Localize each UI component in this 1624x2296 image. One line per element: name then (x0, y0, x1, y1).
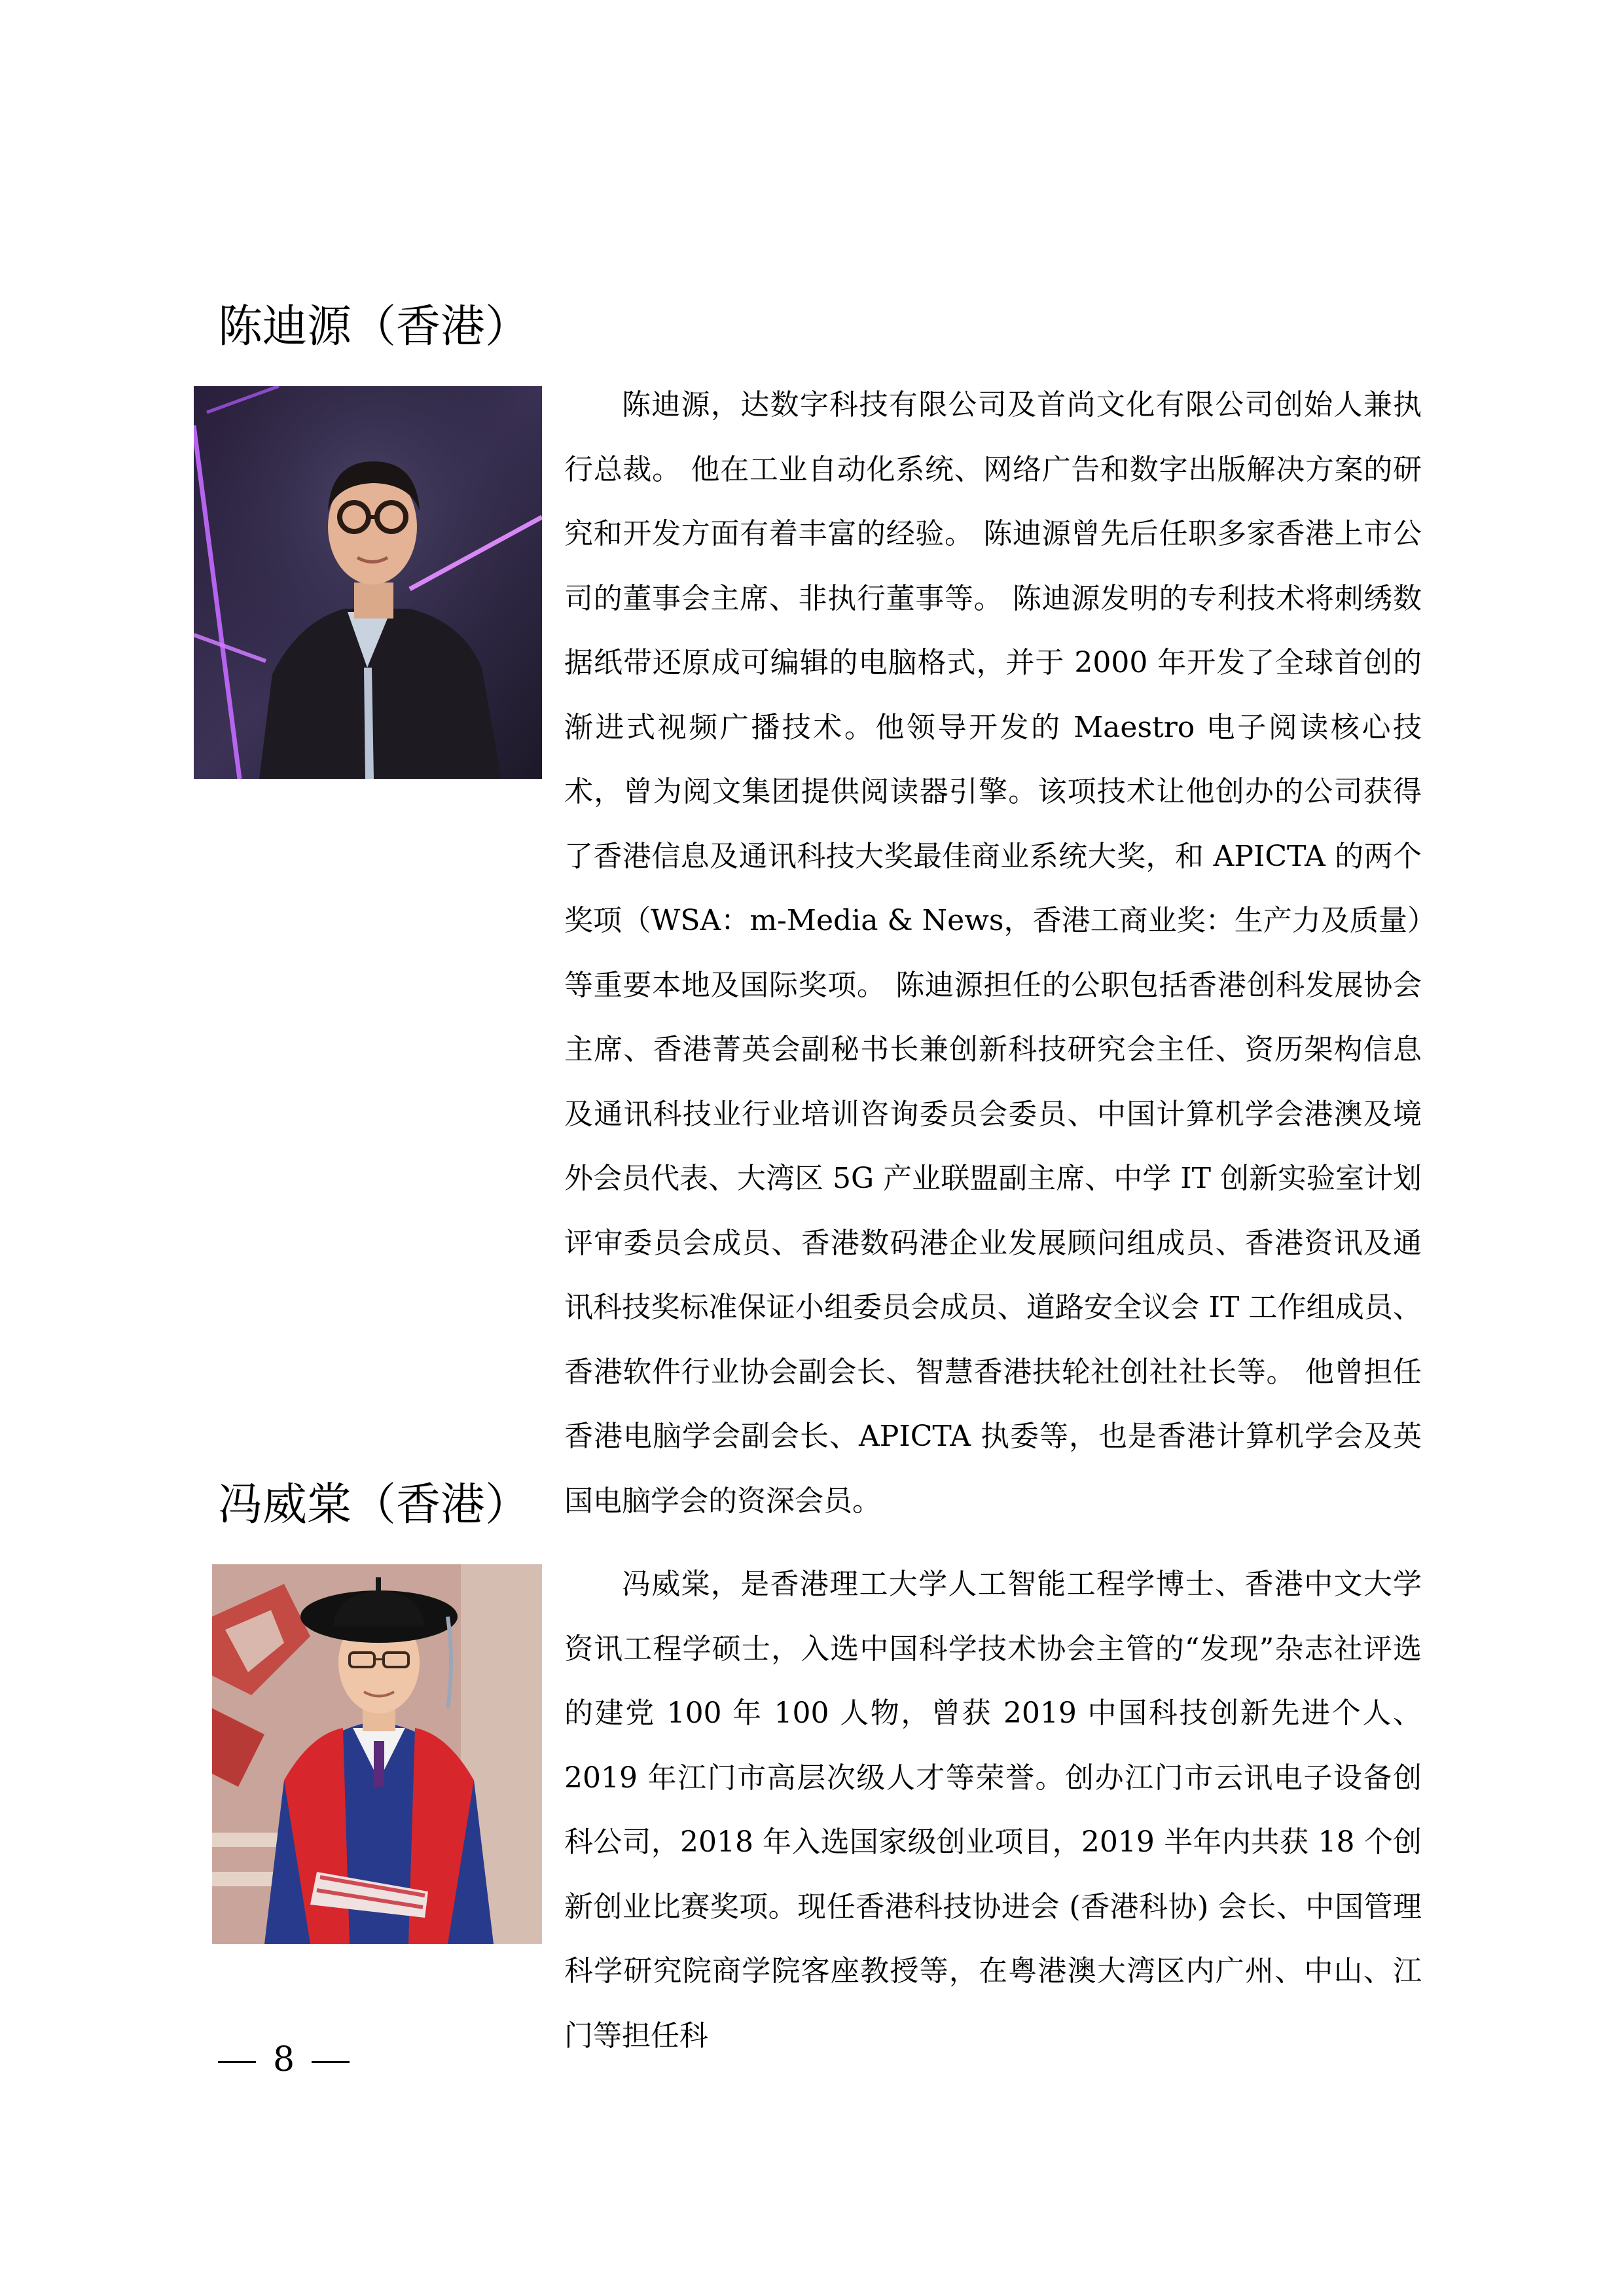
page-number-left-dash (218, 2061, 256, 2063)
profile-2-bio: 冯威棠，是香港理工大学人工智能工程学博士、香港中文大学资讯工程学硕士，入选中国科学技术协会主管的“发现”杂志社评选的建党 100 年 100 人物，曾获 2019 中国科技创新先进个人、2019 年江门市高层次级人才等荣誉。创办江门市云讯电子设备创科公司，2018 年入选国家级创业项目，2019 半年内共获 18 个创新创业比赛奖项。现任香港科技协进会 (香港科协) 会长、中国管理科学研究院商学院客座教授等，在粤港澳大湾区内广州、中山、江门等担任科 (564, 1568, 1422, 2053)
profile-2-heading: 冯威棠（香港） (218, 1479, 530, 1531)
profile-2-photo (212, 1564, 542, 1944)
page-number-value: 8 (273, 2040, 295, 2079)
page-number-right-dash (312, 2061, 350, 2063)
profile-1-heading: 陈迪源（香港） (218, 301, 530, 353)
profile-1-bio: 陈迪源，达数字科技有限公司及首尚文化有限公司创始人兼执行总裁。 他在工业自动化系统、网络广告和数字出版解决方案的研究和开发方面有着丰富的经验。 陈迪源曾先后任职多家香港上市公司的董事会主席、非执行董事等。 陈迪源发明的专利技术将刺绣数据纸带还原成可编辑的电脑格式，并于 2000 年开发了全球首创的渐进式视频广播技术。他领导开发的 Maestro 电子阅读核心技术，曾为阅文集团提供阅读器引擎。该项技术让他创办的公司获得了香港信息及通讯科技大奖最佳商业系统大奖，和 APICTA 的两个奖项（WSA：m-Media & News，香港工商业奖：生产力及质量）等重要本地及国际奖项。 陈迪源担任的公职包括香港创科发展协会主席、香港菁英会副秘书长兼创新科技研究会主任、资历架构信息及通讯科技业行业培训咨询委员会委员、中国计算机学会港澳及境外会员代表、大湾区 5G 产业联盟副主席、中学 IT 创新实验室计划评审委员会成员、香港数码港企业发展顾问组成员、香港资讯及通讯科技奖标准保证小组委员会成员、道路安全议会 IT 工作组成员、香港软件行业协会副会长、智慧香港扶轮社创社社长等。 他曾担任香港电脑学会副会长、APICTA 执委等，也是香港计算机学会及英国电脑学会的资深会员。 (564, 388, 1422, 1518)
page-number (218, 2037, 350, 2083)
profile-1-photo (194, 386, 542, 779)
